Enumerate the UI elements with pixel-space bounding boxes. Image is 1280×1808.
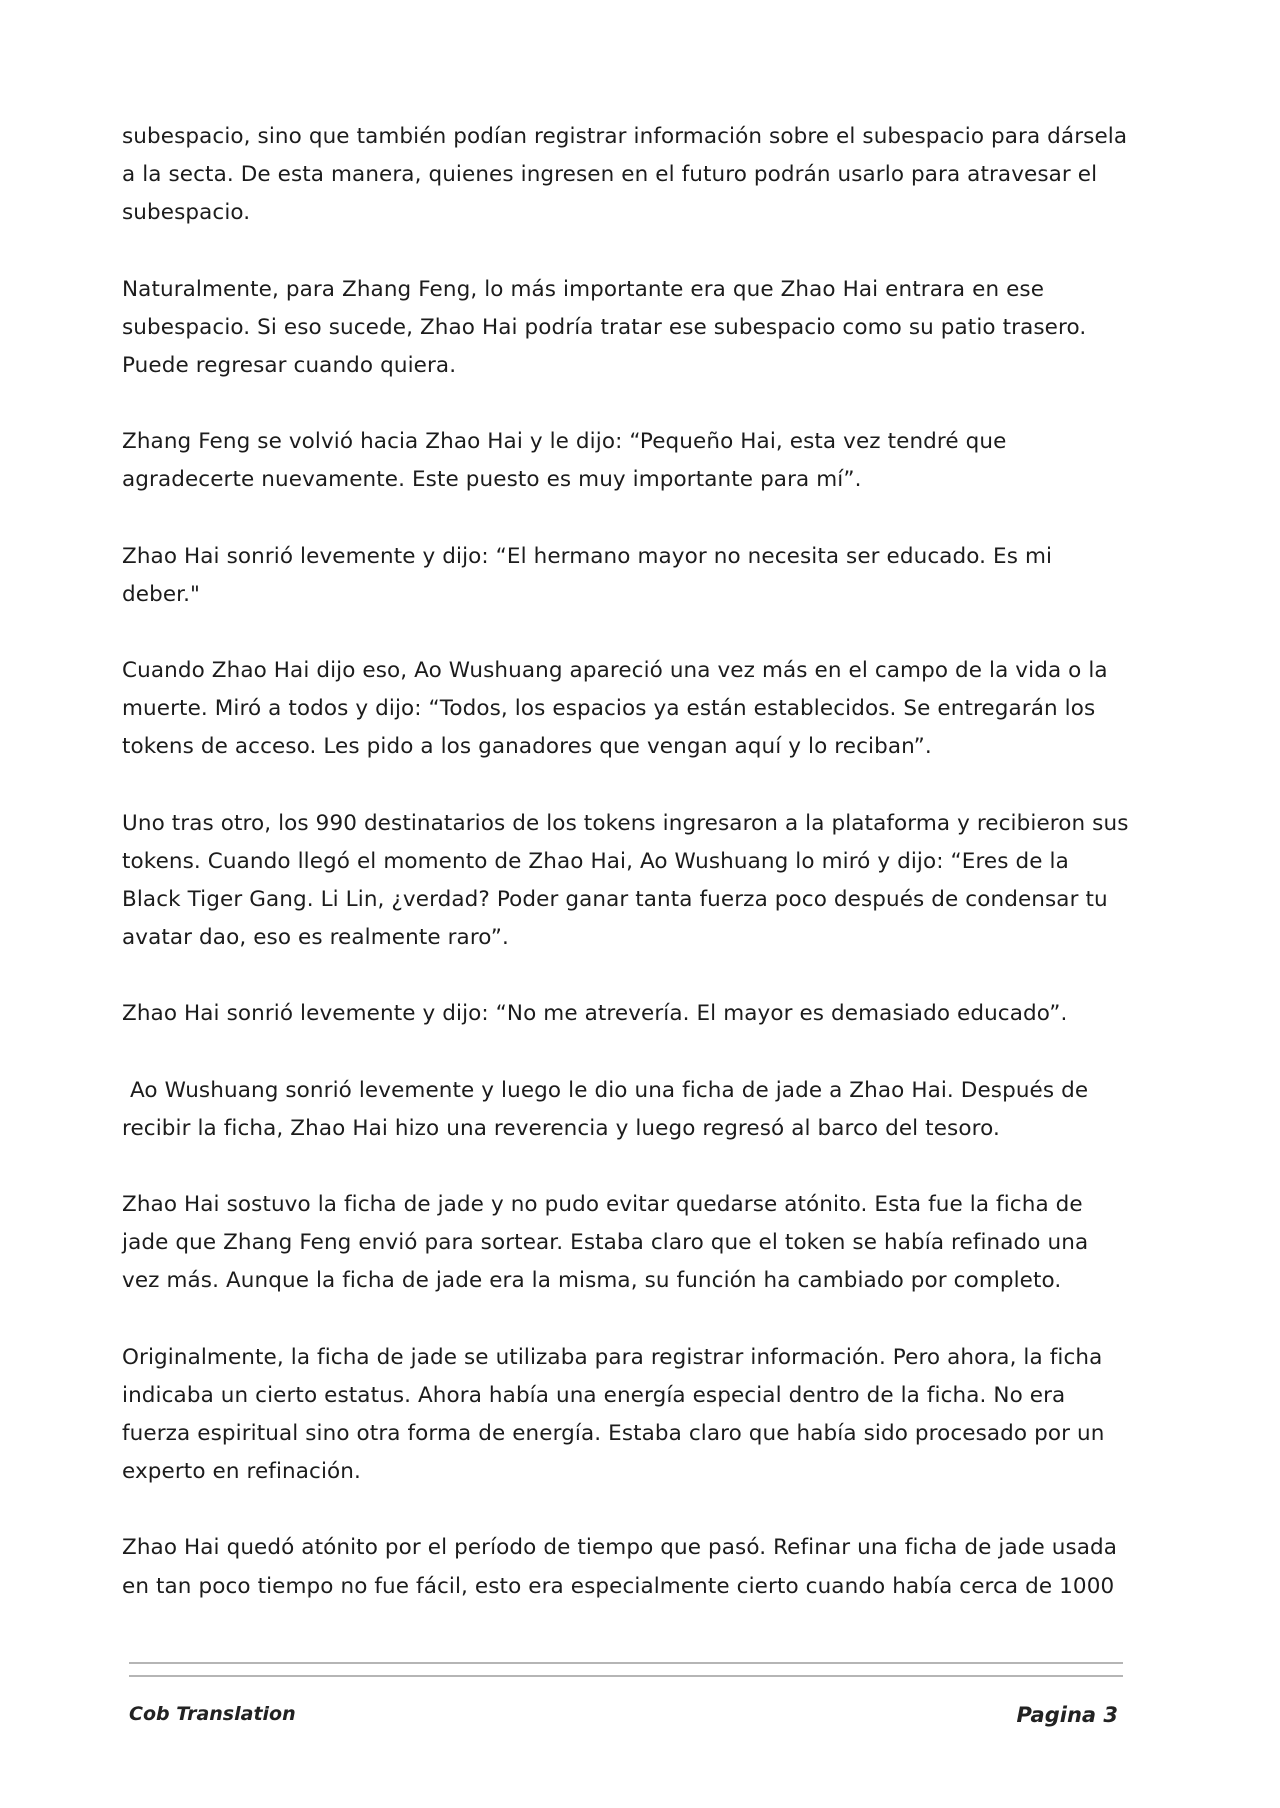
footer-divider-top bbox=[129, 1662, 1123, 1664]
paragraph-3: Zhang Feng se volvió hacia Zhao Hai y le dijo: “Pequeño Hai, esta vez tendré que agradecerte nuevamente. Este puesto es muy importante para mí”. bbox=[122, 429, 1007, 493]
paragraph-8: Ao Wushuang sonrió levemente y luego le dio una ficha de jade a Zhao Hai. Después de recibir la ficha, Zhao Hai hizo una reverencia y luego regresó al barco del tesoro. bbox=[122, 1077, 1089, 1141]
paragraph-4: Zhao Hai sonrió levemente y dijo: “El hermano mayor no necesita ser educado. Es mi deber." bbox=[122, 543, 1053, 607]
document-body bbox=[122, 118, 1132, 1644]
footer-publisher: Cob Translation bbox=[129, 1703, 296, 1725]
paragraph-11: Zhao Hai quedó atónito por el período de tiempo que pasó. Refinar una ficha de jade usada en tan poco tiempo no fue fácil, esto era especialmente cierto cuando había cerca de 1000 bbox=[122, 1535, 1118, 1599]
paragraph-9: Zhao Hai sostuvo la ficha de jade y no pudo evitar quedarse atónito. Esta fue la ficha de jade que Zhang Feng envió para sortear. Estaba claro que el token se había refinado una vez más. Aunque la ficha de jade era la misma, su función ha cambiado por completo. bbox=[122, 1192, 1089, 1294]
footer-page-number: Pagina 3 bbox=[1016, 1703, 1118, 1727]
paragraph-7: Zhao Hai sonrió levemente y dijo: “No me atrevería. El mayor es demasiado educado”. bbox=[122, 1001, 1068, 1027]
paragraph-1: subespacio, sino que también podían registrar información sobre el subespacio para dársela a la secta. De esta manera, quienes ingresen en el futuro podrán usarlo para atravesar el subespacio. bbox=[122, 124, 1128, 226]
paragraph-6: Uno tras otro, los 990 destinatarios de los tokens ingresaron a la plataforma y recibieron sus tokens. Cuando llegó el momento de Zhao Hai, Ao Wushuang lo miró y dijo: “Eres de la Black Tiger Gang. Li Lin, ¿verdad? Poder ganar tanta fuerza poco después de condensar tu avatar dao, eso es realmente raro”. bbox=[122, 810, 1129, 951]
footer-divider-bottom bbox=[129, 1675, 1123, 1677]
paragraph-10: Originalmente, la ficha de jade se utilizaba para registrar información. Pero ahora, la ficha indicaba un cierto estatus. Ahora había una energía especial dentro de la ficha. No era fuerza espiritual sino otra forma de energía. Estaba claro que había sido procesado por un experto en refinación. bbox=[122, 1344, 1105, 1485]
paragraph-2: Naturalmente, para Zhang Feng, lo más importante era que Zhao Hai entrara en ese subespacio. Si eso sucede, Zhao Hai podría tratar ese subespacio como su patio trasero. Puede regresar cuando quiera. bbox=[122, 276, 1087, 379]
paragraph-5: Cuando Zhao Hai dijo eso, Ao Wushuang apareció una vez más en el campo de la vida o la muerte. Miró a todos y dijo: “Todos, los espacios ya están establecidos. Se entregarán los tokens de acceso. Les pido a los ganadores que vengan aquí y lo reciban”. bbox=[122, 658, 1108, 760]
